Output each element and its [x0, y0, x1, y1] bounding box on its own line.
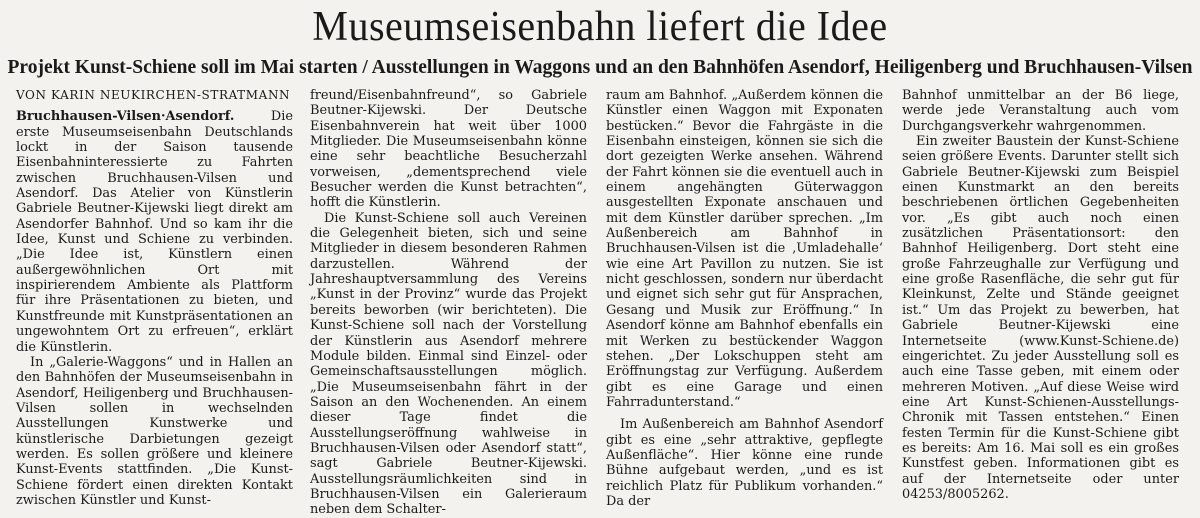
paragraph: freund/Eisenbahnfreund“, so Gabriele Beutner-Kijewski. Der Deutsche Eisenbahnverein hat weit über 1000 Mitglieder. Die Museumseisenbahn könne eine sehr beachtliche Besucherzahl vorweisen, „dementsprechend viele Besucher werden die Kunst betrachten“, hofft die Künstlerin. — [310, 88, 587, 211]
paragraph: In „Galerie-Waggons“ und in Hallen an den Bahnhöfen der Museumseisenbahn in Asendorf, Heiligenberg und Bruchhausen-Vilsen sollen in wechselnden Ausstellungen Kunstwerke und künstlerische Darbietungen gezeigt werden. Es sollen größere und kleinere Kunst-Events stattfinden. „Die Kunst-Schiene fördert einen direkten Kontakt zwischen Künstler und Kunst- — [16, 354, 293, 508]
paragraph: Bahnhof unmittelbar an der B6 liege, werde jede Veranstaltung auch vom Durchgangsverkehr wahrgenommen. — [902, 88, 1179, 134]
paragraph: raum am Bahnhof. „Außerdem können die Künstler einen Waggon mit Exponaten bestücken.“ Bevor die Fahrgäste in die Eisenbahn einsteigen, können sie sich die dort gezeigten Werke ansehen. Während der Fahrt können sie die eventuell auch in einem angehängten Güterwaggon ausgestellten Exponate anschauen und mit dem Künstler darüber sprechen. „Im Außenbereich am Bahnhof in Bruchhausen-Vilsen ist die ‚Umladehalle‘ wie eine Art Pavillon zu nutzen. Sie ist nicht geschlossen, sondern nur überdacht und eignet sich sehr gut für Ansprachen, Gesang und Musik zur Eröffnung.“ In Asendorf könne am Bahnhof ebenfalls ein mit Werken zu bestückender Waggon stehen. „Der Lokschuppen steht am Eröffnungstag zur Verfügung. Außerdem gibt es eine Garage und einen Fahrradunterstand.“ — [606, 88, 883, 410]
byline: VON KARIN NEUKIRCHEN-STRATMANN — [16, 88, 291, 102]
paragraph: Die Kunst-Schiene soll auch Vereinen die Gelegenheit bieten, sich und seine Mitglieder in diesem besonderen Rahmen darzustellen. Während der Jahreshauptversammlung des Vereins „Kunst in der Provinz“ wurde das Projekt bereits beworben (wir berichteten). Die Kunst-Schiene soll nach der Vorstellung der Künstlerin aus Asendorf mehrere Module bilden. Einmal sind Einzel- oder Gemeinschaftsausstellungen möglich. „Die Museumseisenbahn fährt in der Saison an den Wochenenden. An einem dieser Tage findet die Ausstellungseröffnung wahlweise in Bruchhausen-Vilsen oder Asendorf statt“, sagt Gabriele Beutner-Kijewski. Ausstellungsräumlichkeiten sind in Bruchhausen-Vilsen ein Galerieraum neben dem Schalter- — [310, 210, 587, 518]
paragraph — [16, 109, 293, 355]
column-3 — [606, 88, 883, 509]
paragraph: Ein zweiter Baustein der Kunst-Schiene seien größere Events. Darunter stellt sich Gabriele Beutner-Kijewski zum Beispiel einen Kunstmarkt an den bereits beschriebenen örtlichen Gegebenheiten vor. „Es gibt auch noch einen zusätzlichen Präsentationsort: den Bahnhof Heiligenberg. Dort steht eine große Fahrzeughalle zur Verfügung und eine große Rasenfläche, die sehr gut für Kleinkunst, Zelte und Stände geeignet ist.“ Um das Projekt zu bewerben, hat Gabriele Beutner-Kijewski eine Internetseite (www.Kunst-Schiene.de) eingerichtet. Zu jeder Ausstellung soll es auch eine Tasse geben, mit einem oder mehreren Motiven. „Auf diese Weise wird eine Art Kunst-Schienen-Ausstellungs-Chronik mit Tassen entstehen.“ Einen festen Termin für die Kunst-Schiene gibt es bereits: Am 16. Mai soll es ein großes Kunstfest geben. Informationen gibt es auf der Internetseite oder unter 04253/8005262. — [902, 134, 1179, 502]
dateline: Bruchhausen-Vilsen·Asendorf. — [16, 109, 235, 125]
article-subheadline: Projekt Kunst-Schiene soll im Mai starten / Ausstellungen in Waggons und an den Bahnhöfen Asendorf, Heiligenberg und Bruchhausen-Vilsen — [7, 57, 1193, 78]
article-headline: Museumseisenbahn liefert die Idee — [312, 1, 888, 50]
column-4 — [902, 88, 1179, 502]
column-2 — [310, 88, 587, 518]
column-1 — [16, 88, 293, 508]
paragraph-text: Die erste Museumseisenbahn Deutschlands lockt in der Saison tausende Eisenbahninteressierte zu Fahrten zwischen Bruchhausen-Vilsen und Asendorf. Das Atelier von Künstlerin Gabriele Beutner-Kijewski liegt direkt am Asendorfer Bahnhof. Und so kam ihr die Idee, Kunst und Schiene zu verbinden. „Die Idee ist, Künstlern einen außergewöhnlichen Ort mit inspirierendem Ambiente als Plattform für ihre Präsentationen zu bieten, und Kunstfreunde mit Kunstpräsentationen an ungewohntem Ort zu erfreuen“, erklärt die Künstlerin. — [16, 109, 293, 355]
paragraph: Im Außenbereich am Bahnhof Asendorf gibt es eine „sehr attraktive, gepflegte Außenfläche“. Hier könne eine runde Bühne aufgebaut werden, „und es ist reichlich Platz für Publikum vorhanden.“ Da der — [606, 417, 883, 509]
article-columns — [16, 88, 1188, 518]
